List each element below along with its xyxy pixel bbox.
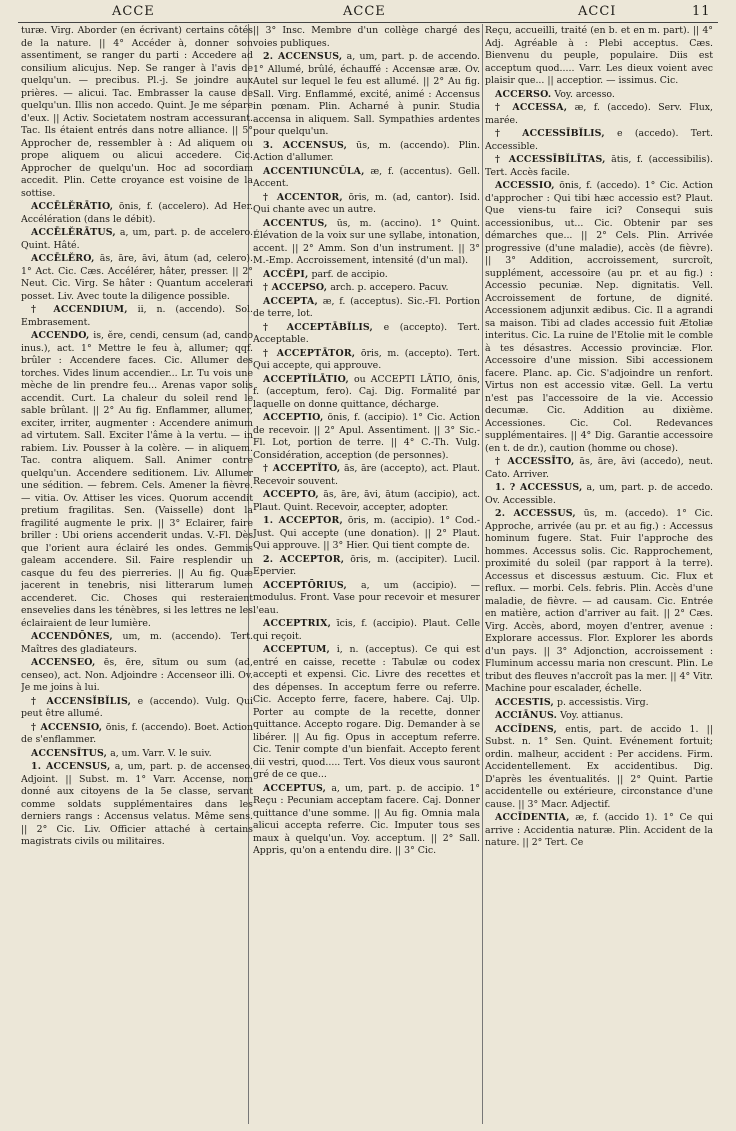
entry-headword: 2. ACCEPTOR, xyxy=(263,553,345,565)
entry-body: ās, āre, āvi, ātum (ad, celero). 1° Act. Cic. Cæs. Accélérer, hâter, presser. || 2° Neut. Cic. Virg. Se hâter : Quantum accelerari posset. Liv. Avec toute la diligence possible. xyxy=(21,253,253,302)
dictionary-entry xyxy=(21,227,253,252)
entry-body: īcis, f. (accipio). Plaut. Celle qui reçoit. xyxy=(253,618,480,642)
dictionary-entry xyxy=(253,783,480,858)
dictionary-entry xyxy=(485,812,713,850)
dictionary-entry xyxy=(21,253,253,303)
entry-headword: ACCERSO. xyxy=(495,88,552,100)
dictionary-entry xyxy=(485,25,713,88)
entry-body: is, ĕre, cendi, censum (ad, cando inus.), act. 1° Mettre le feu à, allumer; qqf. brûler : Accendere faces. Cic. Allumer des torches. Vides linum accendier... Lr. Tu vois une mèche de lin prendre feu... Arenas vapor solis accendit. Curt. La chaleur du soleil rend le sable brûlant. || 2° Au fig. Enflammer, allumer, exciter, irriter, augmenter : Accendere animum ad virtutem. Sall. Exciter l'âme à la vertu. — in rabiem. Liv. Pousser à la colère. — in aliquem. Tac. contra aliquem. Sall. Animer contre quelqu'un. Accendere seditionem. Liv. Allumer une sédition. — febrem. Cels. Amener la fièvre. — vitia. Ov. Attiser les vices. Quorum accendit pretium fragilitas. Sen. (Vaisselle) dont la fragilité augmente le prix. || 3° Eclairer, faire briller : Ubi oriens accenderit undas. V.-Fl. Dès que l'orient aura éclairé les ondes. Gemmis galeam accendere. Sil. Faire resplendir un casque du feu des pierreries. || Au fig. Quæ jacerent in tenebris, nisi litterarum lumen accenderet. Cic. Choses qui resteraient ensevelies dans les ténèbres, si les lettres ne les éclairaient de leur lumière. xyxy=(21,330,253,629)
entry-body: ās, āre, āvi (accedo), neut. Cato. Arriver. xyxy=(485,456,713,480)
entry-headword: 1. ACCEPTOR, xyxy=(263,515,343,526)
entry-headword: † ACCESSĪBĬLIS, xyxy=(495,128,605,139)
entry-headword: ACCĒPI, xyxy=(263,268,309,280)
dictionary-entry xyxy=(253,644,480,782)
entry-headword: ACCENSEO, xyxy=(31,657,96,668)
entry-headword: † ACCESSA, xyxy=(495,102,568,113)
dictionary-entry xyxy=(21,25,253,200)
dictionary-entry xyxy=(253,25,480,50)
entry-body: ēs, ēre, sītum ou sum (ad, censeo), act. Non. Adjoindre : Accenseor illi. Ov. Je me joins à lui. xyxy=(21,657,253,693)
dictionary-entry xyxy=(485,128,713,153)
entry-headword: † ACCENSĬBĬLIS, xyxy=(31,695,132,707)
entry-body: ii, n. (accendo). Sol. Embrasement. xyxy=(21,304,253,328)
dictionary-entry xyxy=(21,304,253,329)
entry-headword: 1. ? ACCESSUS, xyxy=(495,482,583,493)
dictionary-entry xyxy=(485,710,713,723)
entry-body: arch. p. accepero. Pacuv. xyxy=(330,282,449,293)
dictionary-entry xyxy=(253,192,480,217)
column-2 xyxy=(253,25,480,1125)
dictionary-entry xyxy=(21,748,253,761)
running-header xyxy=(0,2,736,22)
dictionary-entry xyxy=(253,618,480,643)
entry-headword: ACCENTUS, xyxy=(263,217,328,229)
entry-body: i, n. (acceptus). Ce qui est entré en caisse, recette : Tabulæ ou codex accepti et expensi. Cic. Livre des recettes et des dépenses. In acceptum ferre ou referre. Cic. Accepto ferre, facere, habere. Caj. Ulp. Porter au compte de la recette, donner quittance. Accepto rogare. Dig. Demander à se libérer. || Au fig. Opus in acceptum referre. Cic. Tenir compte d'un bienfait. Accepto ferent dii vestri, quod..... Tert. Vos dieux vous sauront gré de ce que... xyxy=(253,644,480,780)
entry-headword: † ACCEPSO, xyxy=(263,282,328,293)
dictionary-entry xyxy=(21,631,253,656)
header-left: ACCE xyxy=(112,4,155,19)
entry-headword: ACCĒLĔRĀTIO, xyxy=(31,201,114,212)
dictionary-entry xyxy=(253,51,480,139)
entry-body: e (accepto). Tert. Acceptable. xyxy=(253,321,480,345)
entry-headword: ACCEPTŌRIUS, xyxy=(263,579,347,591)
dictionary-entry xyxy=(485,456,713,481)
dictionary-entry xyxy=(21,761,253,849)
entry-headword: † ACCESSĪBĬLĪTAS, xyxy=(495,154,606,165)
entry-headword: 2. ACCENSUS, xyxy=(263,51,343,62)
dictionary-entry xyxy=(253,374,480,412)
entry-body: a, um, part. p. de accelero. Quint. Hâté. xyxy=(21,227,253,251)
dictionary-entry xyxy=(253,322,480,347)
entry-headword: ACCIĀNUS. xyxy=(495,710,558,721)
entry-headword: ACCEPTA, xyxy=(263,295,318,307)
entry-headword: ACCĒLĔRO, xyxy=(31,253,95,264)
entry-body: e (accedo). Tert. Accessible. xyxy=(485,128,713,152)
entry-body: ōnis, f. (accelero). Ad Her. Accélération (dans le débit). xyxy=(21,201,253,225)
entry-body: ōris, m. (accipio). 1° Cod.-Just. Qui accepte (une donation). || 2° Plaut. Qui approuve. || 3° Hier. Qui tient compte de. xyxy=(253,515,480,551)
entry-headword: † ACCENTOR, xyxy=(263,191,343,203)
column-divider-2 xyxy=(482,24,483,1124)
entry-headword: ACCEPTIO, xyxy=(263,412,324,423)
column-1 xyxy=(21,25,253,1125)
entry-body: Voy. arcesso. xyxy=(554,88,615,100)
header-right-word: ACCI xyxy=(578,4,617,19)
dictionary-entry xyxy=(485,697,713,710)
entry-body: parf. de accipio. xyxy=(311,268,388,280)
entry-body: ūs, m. (accino). 1° Quint. Élévation de la voix sur une syllabe, intonation, accent. || 2° Amm. Son d'un instrument. || 3° M.-Emp. Accroissement, intensité (d'un mal). xyxy=(253,217,480,266)
entry-body: a, um, part. p. de accenseo. Adjoint. || Subst. m. 1° Varr. Accense, nom donné aux citoyens de la 5e classe, servant comme soldats supplémentaires dans les derniers rangs : Accensus velatus. Même sens. || 2° Cic. Liv. Officier attaché à certains magistrats civils ou militaires. xyxy=(21,761,253,847)
header-rule xyxy=(18,22,718,23)
entry-headword: ACCENTIUNCŬLA, xyxy=(263,165,365,177)
entry-headword: ACCESTIS, xyxy=(495,696,554,708)
entry-body: æ, f. (accedo). Serv. Flux, marée. xyxy=(485,102,713,126)
entry-body: ās, āre (accepto), act. Plaut. Recevoir souvent. xyxy=(253,463,480,487)
entry-body: ātis, f. (accessibilis). Tert. Accès facile. xyxy=(485,154,713,178)
dictionary-entry xyxy=(253,348,480,373)
entry-body: ōnis, f. (accendo). Boet. Action de s'enflammer. xyxy=(21,721,253,745)
dictionary-entry xyxy=(485,508,713,696)
dictionary-entry xyxy=(253,296,480,321)
dictionary-entry xyxy=(253,515,480,553)
dictionary-entry xyxy=(485,180,713,455)
entry-body: ōris, m. (ad, cantor). Isid. Qui chante avec un autre. xyxy=(253,191,480,215)
entry-body: a, um. Varr. V. le suiv. xyxy=(110,747,212,759)
dictionary-entry xyxy=(21,657,253,695)
entry-body: || 3° Insc. Membre d'un collège chargé des voies publiques. xyxy=(253,25,480,49)
entry-body: ūs, m. (accedo). 1° Cic. Approche, arrivée (au pr. et au fig.) : Accessus hominum fugere. Stat. Fuir l'approche des hommes. Accessus solis. Cic. Rapprochement, proximité du soleil (par rapport à la terre). Accessus et discessus æstuum. Cic. Flux et reflux. — morbi. Cels. febris. Plin. Accès d'une maladie, de fièvre. — ad causam. Cic. Entrée en matière, action d'arriver au fait. || 2° Cæs. Virg. Accès, abord, moyen d'entrer, avenue : Explorare accessus. Flor. Explorer les abords d'un pays. || 3° Adjonction, accroissement : Fluminum accessu maria non crescunt. Plin. Le tribut des fleuves n'accroît pas la mer. || 4° Vitr. Machine pour escalader, échelle. xyxy=(485,508,713,694)
column-3 xyxy=(485,25,713,1125)
entry-body: æ, f. (acceptus). Sic.-Fl. Portion de terre, lot. xyxy=(253,295,480,319)
dictionary-entry xyxy=(485,482,713,507)
dictionary-entry xyxy=(485,154,713,179)
entry-headword: ACCEPTUS, xyxy=(263,782,327,794)
entry-headword: ACCEPTUM, xyxy=(263,644,330,655)
dictionary-entry xyxy=(253,140,480,165)
entry-headword: † ACCEPTĬTO, xyxy=(263,463,341,474)
entry-body: ūs, m. (accendo). Plin. Action d'allumer. xyxy=(253,139,480,163)
dictionary-entry xyxy=(253,269,480,282)
entry-headword: † ACCEPTĀTOR, xyxy=(263,347,356,359)
page-number: 11 xyxy=(692,4,711,19)
entry-headword: † ACCESSĪTO, xyxy=(495,456,575,467)
entry-body: a, um (accipio). — modulus. Front. Vase pour recevoir et mesurer l'eau. xyxy=(253,579,480,616)
dictionary-entry xyxy=(485,89,713,102)
entry-body: ōnis, f. (accipio). 1° Cic. Action de recevoir. || 2° Apul. Assentiment. || 3° Sic.-Fl. Lot, portion de terre. || 4° C.-Th. Vulg. Considération, acception (de personnes). xyxy=(253,412,480,461)
entry-headword: ACCESSIO, xyxy=(495,180,555,191)
dictionary-entry xyxy=(253,554,480,579)
entry-body: Reçu, accueilli, traité (en b. et en m. part). || 4° Adj. Agréable à : Plebi acceptus. Cæs. Bienvenu du peuple, populaire. Diis est acceptum quod..... Varr. Les dieux voient avec plaisir que... || acceptior. — issimus. Cic. xyxy=(485,25,713,86)
entry-body: turæ. Virg. Aborder (en écrivant) certains côtés de la nature. || 4° Accéder à, donner son assentiment, se ranger du parti : Accedere ad consilium alicujus. Nep. Se ranger à l'avis de quelqu'un. — precibus. Pl.-j. Se joindre aux prières. — alicui. Tac. Embrasser la cause de quelqu'un. Illis non accedo. Quint. Je me sépare d'eux. || Activ. Societatem nostram accessurant. Tac. Ils étaient entrés dans notre alliance. || 5° Approcher de, ressembler à : Ad aliquem ou prope aliquem ou alicui accedere. Cic. Approcher de quelqu'un. Hoc ad socordiam accedit. Plin. Cette croyance est voisine de la sottise. xyxy=(21,25,253,199)
dictionary-entry xyxy=(253,218,480,268)
entry-body: æ, f. (accido 1). 1° Ce qui arrive : Accidentia naturæ. Plin. Accident de la nature. || 2° Tert. Ce xyxy=(485,812,713,848)
dictionary-entry xyxy=(485,724,713,812)
entry-headword: ACCENSĪTUS, xyxy=(31,747,108,759)
dictionary-entry xyxy=(21,696,253,721)
entry-headword: † ACCENDIUM, xyxy=(31,304,128,315)
header-center: ACCE xyxy=(343,4,386,19)
entry-headword: 2. ACCESSUS, xyxy=(495,508,576,519)
entry-body: e (accendo). Vulg. Qui peut être allumé. xyxy=(21,695,253,719)
entry-body: æ, f. (accentus). Gell. Accent. xyxy=(253,165,480,189)
entry-body: entis, part. de accido 1. || Subst. n. 1° Sen. Quint. Evénement fortuit; ordin. malheur, accident : Per accidens. Firm. Accidentellement. Ex accidentibus. Dig. D'après les éventualités. || 2° Quint. Partie accidentelle ou extérieure, circonstance d'une cause. || 3° Macr. Adjectif. xyxy=(485,723,713,810)
dictionary-entry xyxy=(253,166,480,191)
dictionary-entry xyxy=(253,412,480,462)
dictionary-entry xyxy=(485,102,713,127)
entry-body: ās, āre, āvi, ātum (accipio), act. Plaut. Quint. Recevoir, accepter, adopter. xyxy=(253,489,480,513)
entry-body: ōris, m. (accipiter). Lucil. Epervier. xyxy=(253,553,480,577)
entry-headword: ACCENDŌNES, xyxy=(31,631,113,642)
entry-headword: ACCĪDENS, xyxy=(495,723,557,735)
entry-headword: ACCĪDENTIA, xyxy=(495,812,570,823)
entry-headword: † ACCEPTĀBĬLIS, xyxy=(263,321,374,333)
entry-headword: ACCĒLĔRĀTUS, xyxy=(31,227,116,238)
entry-headword: 3. ACCENSUS, xyxy=(263,139,348,151)
entry-headword: ACCENDO, xyxy=(31,330,90,341)
dictionary-entry xyxy=(21,330,253,630)
dictionary-entry xyxy=(21,201,253,226)
entry-body: ōris, m. (accepto). Tert. Qui accepte, qui approuve. xyxy=(253,347,480,371)
entry-headword: 1. ACCENSUS, xyxy=(31,761,111,772)
dictionary-entry xyxy=(253,282,480,295)
entry-body: um, m. (accendo). Tert. Maîtres des gladiateurs. xyxy=(21,631,253,655)
entry-body: ou ACCEPTI LĀTIO, ōnis, f. (acceptum, fero). Caj. Dig. Formalité par laquelle on donne quittance, décharge. xyxy=(253,373,480,410)
entry-body: Voy. attianus. xyxy=(560,710,624,721)
entry-body: ōnis, f. (accedo). 1° Cic. Action d'approcher : Qui tibi hæc accessio est? Plaut. Que viens-tu faire ici? Consequi suis accessionibus, ut... Cic. Obtenir par ses démarches que... || 2° Cels. Plin. Arrivée progressive (d'une maladie), accès (de fièvre). || 3° Addition, accroissement, surcroît, supplément, accessoire (au pr. et au fig.) : Accessio pecuniæ. Nep. dignitatis. Vell. Accroissement de fortune, de dignité. Accessionem adjunxit ædibus. Cic. Il a agrandi sa maison. Tibi ad clades accessio fuit Ætoliæ interitus. Cic. La ruine de l'Etolie mit le comble à tes désastres. Accessio provinciæ. Flor. Accessoire d'une mission. Sibi accessionem facere. Planc. ap. Cic. S'adjoindre un renfort. Virtus non est accessio vitæ. Gell. La vertu n'est pas l'accessoire de la vie. Accessio decumæ. Cic. Addition au dixième. Accessiones. Cic. Col. Redevances supplémentaires. || 4° Dig. Garantie accessoire (en t. de dr.), caution (homme ou chose). xyxy=(485,180,713,454)
entry-body: p. accessistis. Virg. xyxy=(556,696,649,708)
entry-body: a, um, part. p. de accedo. Ov. Accessible. xyxy=(485,482,713,506)
dictionary-entry xyxy=(253,463,480,488)
dictionary-entry xyxy=(253,580,480,618)
dictionary-entry xyxy=(253,489,480,514)
entry-body: a, um, part. p. de accendo. 1° Allumé, brûlé, échauffé : Accensæ aræ. Ov. Autel sur lequel le feu est allumé. || 2° Au fig. Sall. Virg. Enflammé, excité, animé : Accensus in pœnam. Plin. Acharné à punir. Studia accensa in aliquem. Sall. Sympathies ardentes pour quelqu'un. xyxy=(253,51,480,137)
entry-headword: † ACCENSIO, xyxy=(31,721,103,733)
entry-headword: ACCEPTĬLĀTIO, xyxy=(263,373,349,385)
entry-headword: ACCEPTO, xyxy=(263,489,319,500)
dictionary-entry xyxy=(21,722,253,747)
entry-body: a, um, part. p. de accipio. 1° Reçu : Pecuniam acceptam facere. Caj. Donner quittance d'une somme. || Au fig. Omnia mala alicui accepta referre. Cic. Imputer tous ses maux à quelqu'un. Voy. acceptum. || 2° Sall. Appris, qu'on a entendu dire. || 3° Cic. xyxy=(253,782,480,856)
entry-headword: ACCEPTRIX, xyxy=(263,618,332,629)
